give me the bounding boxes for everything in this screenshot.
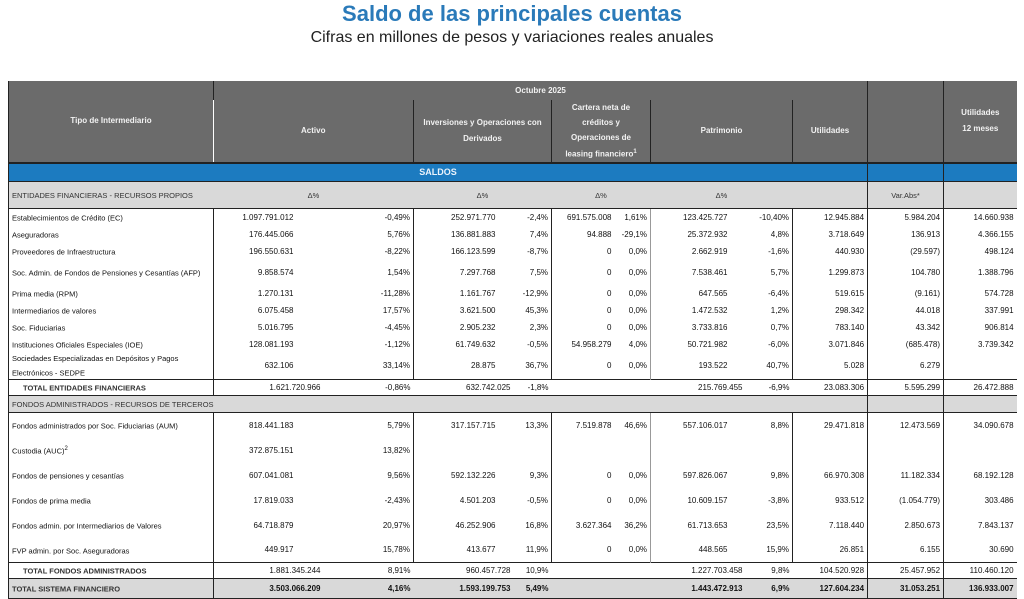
- utilidades-12m-value: 337.991: [944, 302, 1017, 319]
- activo-pct: -1,12%: [324, 336, 414, 353]
- inversiones-pct: -0,5%: [514, 336, 552, 353]
- utilidades-12m-value: 574.728: [944, 285, 1017, 302]
- patrimonio-pct: 6,9%: [746, 579, 793, 599]
- utilidades-value: 26.851: [793, 538, 868, 563]
- patrimonio-value: 1.443.472.913: [651, 579, 746, 599]
- row-label: TOTAL ENTIDADES FINANCIERAS: [9, 380, 214, 396]
- activo-value: 6.075.458: [214, 302, 324, 319]
- inversiones-value: 61.749.632: [414, 336, 514, 353]
- inversiones-value: 413.677: [414, 538, 514, 563]
- patrimonio-value: 50.721.982: [651, 336, 746, 353]
- patrimonio-value: 61.713.653: [651, 513, 746, 538]
- cartera-value: [552, 438, 615, 463]
- var-abs-value: 25.457.952: [868, 563, 944, 579]
- inversiones-value: 4.501.203: [414, 488, 514, 513]
- section-header-entidades: ENTIDADES FINANCIERAS - RECURSOS PROPIOS Δ% Δ% Δ% Δ% Var.Abs*: [9, 182, 1017, 209]
- cartera-value: 54.958.279: [552, 336, 615, 353]
- activo-value: 632.106: [214, 353, 324, 380]
- inversiones-value: 7.297.768: [414, 260, 514, 285]
- patrimonio-pct: 40,7%: [746, 353, 793, 380]
- table-row: [9, 336, 1017, 353]
- activo-pct: -0,49%: [324, 209, 414, 226]
- inversiones-value: 1.593.199.753: [414, 579, 514, 599]
- utilidades-12m-value: 34.090.678: [944, 413, 1017, 438]
- inversiones-value: 1.161.767: [414, 285, 514, 302]
- activo-pct: -0,86%: [324, 380, 414, 396]
- utilidades-12m-value: 4.366.155: [944, 226, 1017, 243]
- inversiones-value: 136.881.883: [414, 226, 514, 243]
- total-row-entidades: [9, 380, 1017, 396]
- cartera-value: 0: [552, 538, 615, 563]
- var-abs-value: [868, 438, 944, 463]
- page-title: Saldo de las principales cuentas: [342, 1, 682, 26]
- var-abs-value: 43.342: [868, 319, 944, 336]
- patrimonio-pct: 23,5%: [746, 513, 793, 538]
- utilidades-12m-value: 110.460.120: [944, 563, 1017, 579]
- activo-value: 1.621.720.966: [214, 380, 324, 396]
- var-abs-value: 136.913: [868, 226, 944, 243]
- utilidades-12m-value: 498.124: [944, 243, 1017, 260]
- inversiones-pct: 10,9%: [514, 563, 552, 579]
- var-abs-value: 6.155: [868, 538, 944, 563]
- cartera-value: [552, 380, 615, 396]
- activo-pct: 4,16%: [324, 579, 414, 599]
- inversiones-pct: 2,3%: [514, 319, 552, 336]
- header-patrimonio: Patrimonio: [651, 100, 793, 163]
- table-row: [9, 260, 1017, 285]
- inversiones-pct: 11,9%: [514, 538, 552, 563]
- var-abs-value: (29.597): [868, 243, 944, 260]
- inversiones-pct: [514, 438, 552, 463]
- activo-pct: 33,14%: [324, 353, 414, 380]
- patrimonio-value: 1.472.532: [651, 302, 746, 319]
- cartera-value: 0: [552, 319, 615, 336]
- cartera-pct: 0,0%: [615, 260, 651, 285]
- inversiones-value: 317.157.715: [414, 413, 514, 438]
- activo-value: 5.016.795: [214, 319, 324, 336]
- utilidades-value: 440.930: [793, 243, 868, 260]
- var-abs-value: (9.161): [868, 285, 944, 302]
- row-label: Aseguradoras: [9, 226, 214, 243]
- header-activo: Activo: [214, 100, 414, 163]
- cartera-value: 0: [552, 302, 615, 319]
- patrimonio-pct: -6,9%: [746, 380, 793, 396]
- utilidades-12m-value: 14.660.938: [944, 209, 1017, 226]
- utilidades-value: 783.140: [793, 319, 868, 336]
- activo-pct: -8,22%: [324, 243, 414, 260]
- row-label: Soc. Fiduciarias: [9, 319, 214, 336]
- activo-pct: 8,91%: [324, 563, 414, 579]
- patrimonio-value: 647.565: [651, 285, 746, 302]
- inversiones-pct: 7,5%: [514, 260, 552, 285]
- utilidades-value: 23.083.306: [793, 380, 868, 396]
- inversiones-value: 592.132.226: [414, 463, 514, 488]
- header-utilidades-12: Utilidades 12 meses: [944, 81, 1017, 163]
- activo-pct: 5,79%: [324, 413, 414, 438]
- utilidades-value: 3.071.846: [793, 336, 868, 353]
- table-row: [9, 319, 1017, 336]
- inversiones-value: 3.621.500: [414, 302, 514, 319]
- cartera-pct: 0,0%: [615, 538, 651, 563]
- row-label: Sociedades Especializadas en Depósitos y Pagos Electrónicos - SEDPE: [9, 353, 214, 380]
- utilidades-value: 298.342: [793, 302, 868, 319]
- cartera-value: [552, 563, 615, 579]
- table-row: [9, 226, 1017, 243]
- activo-pct: 9,56%: [324, 463, 414, 488]
- row-label: Fondos de pensiones y cesantías: [9, 463, 214, 488]
- patrimonio-pct: 9,8%: [746, 563, 793, 579]
- patrimonio-value: 215.769.455: [651, 380, 746, 396]
- balances-table: [8, 81, 1017, 599]
- utilidades-value: 12.945.884: [793, 209, 868, 226]
- patrimonio-pct: -1,6%: [746, 243, 793, 260]
- activo-value: 818.441.183: [214, 413, 324, 438]
- activo-value: 196.550.631: [214, 243, 324, 260]
- inversiones-pct: -2,4%: [514, 209, 552, 226]
- activo-value: 607.041.081: [214, 463, 324, 488]
- inversiones-pct: -0,5%: [514, 488, 552, 513]
- table-row: [9, 243, 1017, 260]
- header-cartera: Cartera neta de créditos y Operaciones de leasing financiero$^1$: [552, 100, 651, 163]
- row-label: Soc. Admin. de Fondos de Pensiones y Cesantías (AFP): [9, 260, 214, 285]
- var-abs-value: 2.850.673: [868, 513, 944, 538]
- utilidades-12m-value: 906.814: [944, 319, 1017, 336]
- utilidades-value: 104.520.928: [793, 563, 868, 579]
- cartera-value: 0: [552, 285, 615, 302]
- patrimonio-pct: -10,40%: [746, 209, 793, 226]
- utilidades-value: 7.118.440: [793, 513, 868, 538]
- row-label: Fondos administrados por Soc. Fiduciarias (AUM): [9, 413, 214, 438]
- patrimonio-value: 7.538.461: [651, 260, 746, 285]
- table-row: [9, 463, 1017, 488]
- page-subtitle: Cifras en millones de pesos y variaciones reales anuales: [310, 29, 714, 46]
- inversiones-pct: -8,7%: [514, 243, 552, 260]
- activo-value: 449.917: [214, 538, 324, 563]
- cartera-pct: 36,2%: [615, 513, 651, 538]
- cartera-pct: [615, 563, 651, 579]
- row-label: Prima media (RPM): [9, 285, 214, 302]
- utilidades-12m-value: [944, 353, 1017, 380]
- header-var-abs-blank: [868, 81, 944, 163]
- patrimonio-value: 557.106.017: [651, 413, 746, 438]
- table-row: [9, 488, 1017, 513]
- row-label: Intermediarios de valores: [9, 302, 214, 319]
- row-label: Custodia (AUC)$^2$: [9, 438, 214, 463]
- cartera-value: 0: [552, 463, 615, 488]
- utilidades-value: 1.299.873: [793, 260, 868, 285]
- cartera-pct: 0,0%: [615, 302, 651, 319]
- patrimonio-value: 123.425.727: [651, 209, 746, 226]
- inversiones-pct: 5,49%: [514, 579, 552, 599]
- cartera-pct: -29,1%: [615, 226, 651, 243]
- cartera-value: 7.519.878: [552, 413, 615, 438]
- inversiones-pct: -12,9%: [514, 285, 552, 302]
- cartera-pct: 4,0%: [615, 336, 651, 353]
- row-label: TOTAL FONDOS ADMINISTRADOS: [9, 563, 214, 579]
- var-abs-value: 5.984.204: [868, 209, 944, 226]
- activo-pct: 17,57%: [324, 302, 414, 319]
- activo-pct: 20,97%: [324, 513, 414, 538]
- grand-total-row: [9, 579, 1017, 599]
- patrimonio-pct: -6,4%: [746, 285, 793, 302]
- cartera-pct: [615, 579, 651, 599]
- inversiones-value: 166.123.599: [414, 243, 514, 260]
- saldos-band: SALDOS: [9, 163, 1017, 182]
- patrimonio-pct: -6,0%: [746, 336, 793, 353]
- cartera-value: 0: [552, 488, 615, 513]
- utilidades-12m-value: 3.739.342: [944, 336, 1017, 353]
- inversiones-pct: 13,3%: [514, 413, 552, 438]
- inversiones-value: [414, 438, 514, 463]
- patrimonio-value: 2.662.919: [651, 243, 746, 260]
- total-row-fondos: [9, 563, 1017, 579]
- patrimonio-value: 10.609.157: [651, 488, 746, 513]
- inversiones-value: 46.252.906: [414, 513, 514, 538]
- table-row: [9, 413, 1017, 438]
- table-row: [9, 513, 1017, 538]
- row-label: Fondos admin. por Intermediarios de Valores: [9, 513, 214, 538]
- table-row: [9, 209, 1017, 226]
- utilidades-value: 29.471.818: [793, 413, 868, 438]
- patrimonio-pct: 4,8%: [746, 226, 793, 243]
- cartera-pct: 0,0%: [615, 285, 651, 302]
- var-abs-value: (1.054.779): [868, 488, 944, 513]
- inversiones-value: 632.742.025: [414, 380, 514, 396]
- cartera-value: 0: [552, 260, 615, 285]
- table-row: [9, 438, 1017, 463]
- activo-value: 9.858.574: [214, 260, 324, 285]
- patrimonio-value: 597.826.067: [651, 463, 746, 488]
- row-label: FVP admin. por Soc. Aseguradoras: [9, 538, 214, 563]
- header-inversiones: Inversiones y Operaciones con Derivados: [414, 100, 552, 163]
- cartera-value: 0: [552, 243, 615, 260]
- inversiones-value: 252.971.770: [414, 209, 514, 226]
- patrimonio-pct: 5,7%: [746, 260, 793, 285]
- inversiones-pct: -1,8%: [514, 380, 552, 396]
- inversiones-pct: 9,3%: [514, 463, 552, 488]
- section-header-fondos: FONDOS ADMINISTRADOS - RECURSOS DE TERCEROS: [9, 396, 1017, 413]
- patrimonio-value: 3.733.816: [651, 319, 746, 336]
- cartera-pct: 0,0%: [615, 488, 651, 513]
- inversiones-pct: 16,8%: [514, 513, 552, 538]
- activo-value: 176.445.066: [214, 226, 324, 243]
- inversiones-pct: 45,3%: [514, 302, 552, 319]
- patrimonio-value: [651, 438, 746, 463]
- row-label: Fondos de prima media: [9, 488, 214, 513]
- patrimonio-pct: 8,8%: [746, 413, 793, 438]
- activo-value: 1.881.345.244: [214, 563, 324, 579]
- cartera-value: 3.627.364: [552, 513, 615, 538]
- cartera-pct: 1,61%: [615, 209, 651, 226]
- activo-pct: -4,45%: [324, 319, 414, 336]
- utilidades-12m-value: 136.933.007: [944, 579, 1017, 599]
- activo-value: 128.081.193: [214, 336, 324, 353]
- patrimonio-value: 1.227.703.458: [651, 563, 746, 579]
- row-label: Instituciones Oficiales Especiales (IOE): [9, 336, 214, 353]
- utilidades-12m-value: 303.486: [944, 488, 1017, 513]
- var-abs-value: 44.018: [868, 302, 944, 319]
- utilidades-value: [793, 438, 868, 463]
- utilidades-value: 933.512: [793, 488, 868, 513]
- patrimonio-value: 448.565: [651, 538, 746, 563]
- table-row: [9, 538, 1017, 563]
- table-row: [9, 285, 1017, 302]
- var-abs-value: (685.478): [868, 336, 944, 353]
- row-label: Proveedores de Infraestructura: [9, 243, 214, 260]
- utilidades-value: 127.604.234: [793, 579, 868, 599]
- var-abs-value: 5.595.299: [868, 380, 944, 396]
- utilidades-value: 3.718.649: [793, 226, 868, 243]
- utilidades-12m-value: 7.843.137: [944, 513, 1017, 538]
- patrimonio-pct: -3,8%: [746, 488, 793, 513]
- patrimonio-pct: 15,9%: [746, 538, 793, 563]
- cartera-value: 691.575.008: [552, 209, 615, 226]
- cartera-pct: [615, 380, 651, 396]
- utilidades-value: 66.970.308: [793, 463, 868, 488]
- var-abs-value: 12.473.569: [868, 413, 944, 438]
- utilidades-12m-value: 1.388.796: [944, 260, 1017, 285]
- cartera-pct: 46,6%: [615, 413, 651, 438]
- patrimonio-value: 193.522: [651, 353, 746, 380]
- inversiones-pct: 36,7%: [514, 353, 552, 380]
- activo-pct: 1,54%: [324, 260, 414, 285]
- cartera-pct: 0,0%: [615, 353, 651, 380]
- var-abs-value: 11.182.334: [868, 463, 944, 488]
- table-row: [9, 353, 1017, 380]
- activo-pct: 15,78%: [324, 538, 414, 563]
- activo-value: 372.875.151: [214, 438, 324, 463]
- patrimonio-pct: 1,2%: [746, 302, 793, 319]
- activo-value: 17.819.033: [214, 488, 324, 513]
- activo-value: 3.503.066.209: [214, 579, 324, 599]
- utilidades-value: 5.028: [793, 353, 868, 380]
- cartera-value: 0: [552, 353, 615, 380]
- cartera-value: 94.888: [552, 226, 615, 243]
- patrimonio-pct: [746, 438, 793, 463]
- table-row: [9, 302, 1017, 319]
- var-abs-value: 6.279: [868, 353, 944, 380]
- header-tipo: Tipo de Intermediario: [9, 81, 214, 163]
- row-label: TOTAL SISTEMA FINANCIERO: [9, 579, 214, 599]
- inversiones-value: 960.457.728: [414, 563, 514, 579]
- row-label: Establecimientos de Crédito (EC): [9, 209, 214, 226]
- utilidades-12m-value: 30.690: [944, 538, 1017, 563]
- activo-pct: 5,76%: [324, 226, 414, 243]
- cartera-pct: [615, 438, 651, 463]
- cartera-pct: 0,0%: [615, 319, 651, 336]
- utilidades-12m-value: 26.472.888: [944, 380, 1017, 396]
- utilidades-value: 519.615: [793, 285, 868, 302]
- utilidades-12m-value: 68.192.128: [944, 463, 1017, 488]
- var-abs-value: 104.780: [868, 260, 944, 285]
- inversiones-pct: 7,4%: [514, 226, 552, 243]
- utilidades-12m-value: [944, 438, 1017, 463]
- inversiones-value: 28.875: [414, 353, 514, 380]
- cartera-pct: 0,0%: [615, 463, 651, 488]
- activo-value: 64.718.879: [214, 513, 324, 538]
- var-abs-value: 31.053.251: [868, 579, 944, 599]
- patrimonio-pct: 9,8%: [746, 463, 793, 488]
- inversiones-value: 2.905.232: [414, 319, 514, 336]
- header-period: Octubre 2025: [214, 81, 868, 100]
- patrimonio-value: 25.372.932: [651, 226, 746, 243]
- patrimonio-pct: 0,7%: [746, 319, 793, 336]
- header-utilidades: Utilidades: [793, 100, 868, 163]
- activo-value: 1.097.791.012: [214, 209, 324, 226]
- activo-pct: -2,43%: [324, 488, 414, 513]
- activo-pct: -11,28%: [324, 285, 414, 302]
- activo-value: 1.270.131: [214, 285, 324, 302]
- activo-pct: 13,82%: [324, 438, 414, 463]
- cartera-pct: 0,0%: [615, 243, 651, 260]
- cartera-value: [552, 579, 615, 599]
